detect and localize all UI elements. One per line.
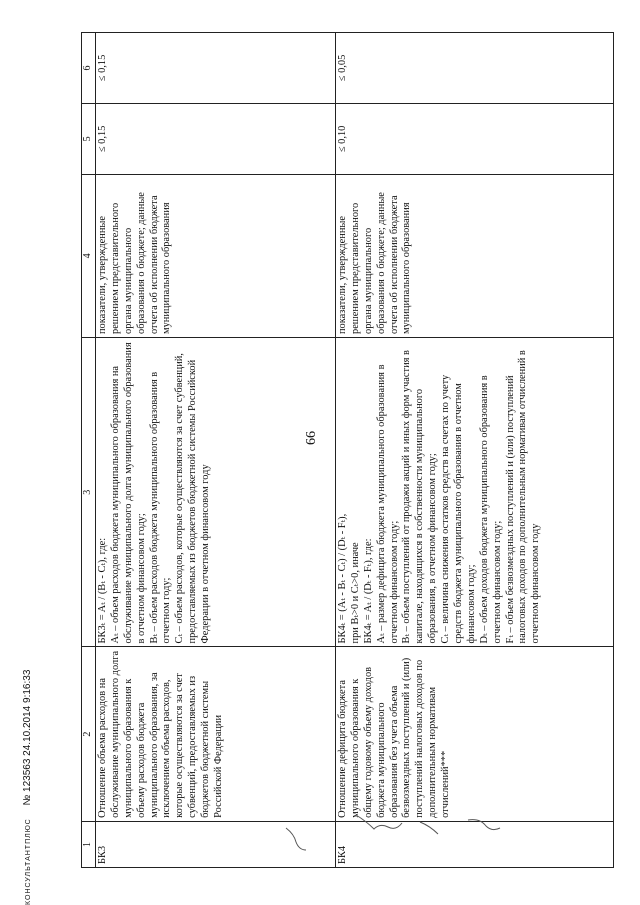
- row-code: БК3: [96, 821, 336, 867]
- document-number: № 123563: [22, 758, 33, 806]
- formula-line: Bₜ – объем поступлений от продажи акций и иных форм участия в капитале, находящихся в собственности муниципального образования, в отчетном финансовом году;: [401, 350, 439, 644]
- header-col-4: 4: [82, 174, 96, 337]
- row-name: Отношение дефицита бюджета муниципального образования к общему годовому объему доходов бюджета муниципального образования без учета объема безвозмездных поступлений и (или) поступлений налоговых доходов по дополнительным нормативам отчислений***: [336, 647, 614, 821]
- row-code: БК4: [336, 821, 614, 867]
- formula-line: БК4ₜ = (Aₜ - Bₜ - Cₜ) / (Dₜ - Fₜ),: [337, 513, 348, 644]
- formula-line: БК4ₜ = Aₜ / (Dₜ - Fₜ), где:: [362, 538, 374, 644]
- rotated-table-container: [81, 32, 616, 868]
- formula-line: Aₜ – объем расходов бюджета муниципального образования на обслуживание муниципального долга муниципального образования в отчетном финансовом году;: [109, 342, 147, 644]
- formula-line: Cₜ – объем расходов, которые осуществляются за счет субвенций, предоставляемых из бюджетов бюджетной системы Российской Федерации в отчетном финансовом году: [174, 353, 212, 644]
- formula-line: Dₜ – объем доходов бюджета муниципального образования в отчетном финансовом году;: [478, 375, 503, 644]
- header-col-2: 2: [82, 647, 96, 821]
- row-threshold-2: ≤ 0,15: [96, 33, 336, 104]
- formula-line: Fₜ – объем безвозмездных поступлений и (или) поступлений налоговых доходов по дополнительным нормативам отчислений в отчетном финансовом году: [504, 350, 542, 644]
- row-source: показатели, утвержденные решением представительного органа муниципального образования о бюджете; данные отчета об исполнении бюджета муниципального образования: [96, 174, 336, 337]
- header-col-5: 5: [82, 103, 96, 174]
- row-formula: [96, 338, 336, 647]
- row-threshold-1: ≤ 0,15: [96, 103, 336, 174]
- document-footer: [22, 670, 33, 905]
- formula-line: Cₜ – величина снижения остатков средств на счетах по учету средств бюджета муниципального образования в отчетном финансовом году;: [440, 374, 477, 644]
- row-threshold-1: ≤ 0,10: [336, 103, 614, 174]
- page-number: 66: [304, 431, 319, 445]
- table-header-row: [82, 33, 96, 868]
- formula-line: Bₜ – объем расходов бюджета муниципального образования в отчетном году;: [148, 371, 173, 644]
- row-name: Отношение объема расходов на обслуживание муниципального долга муниципального образования к объему расходов бюджета муниципального образования, за исключением объема расходов, которые осуществляются за счет субвенций, предоставляемых из бюджетов бюджетной системы Российской Федерации: [96, 647, 336, 821]
- row-formula: [336, 338, 614, 647]
- header-col-1: 1: [82, 821, 96, 867]
- formula-line: при Bₜ>0 и Cₜ>0, иначе: [349, 542, 361, 644]
- row-source: показатели, утвержденные решением представительного органа муниципального образования о бюджете; данные отчета об исполнении бюджета муниципального образования: [336, 174, 614, 337]
- header-col-6: 6: [82, 33, 96, 104]
- table-row-bk3: [96, 33, 336, 868]
- document-timestamp: 24.10.2014 9:16:33: [22, 669, 33, 756]
- criteria-table: [81, 32, 614, 868]
- consultant-stamp: КОНСУЛЬТАНТПЛЮС: [25, 818, 32, 905]
- row-threshold-2: ≤ 0,05: [336, 33, 614, 104]
- formula-line: БК3ₜ = Aₜ / (Bₜ - Cₜ), где:: [97, 537, 108, 644]
- table-row-bk4: [336, 33, 614, 868]
- formula-line: Aₜ – размер дефицита бюджета муниципального образования в отчетном финансовом году;: [375, 364, 400, 644]
- header-col-3: 3: [82, 338, 96, 647]
